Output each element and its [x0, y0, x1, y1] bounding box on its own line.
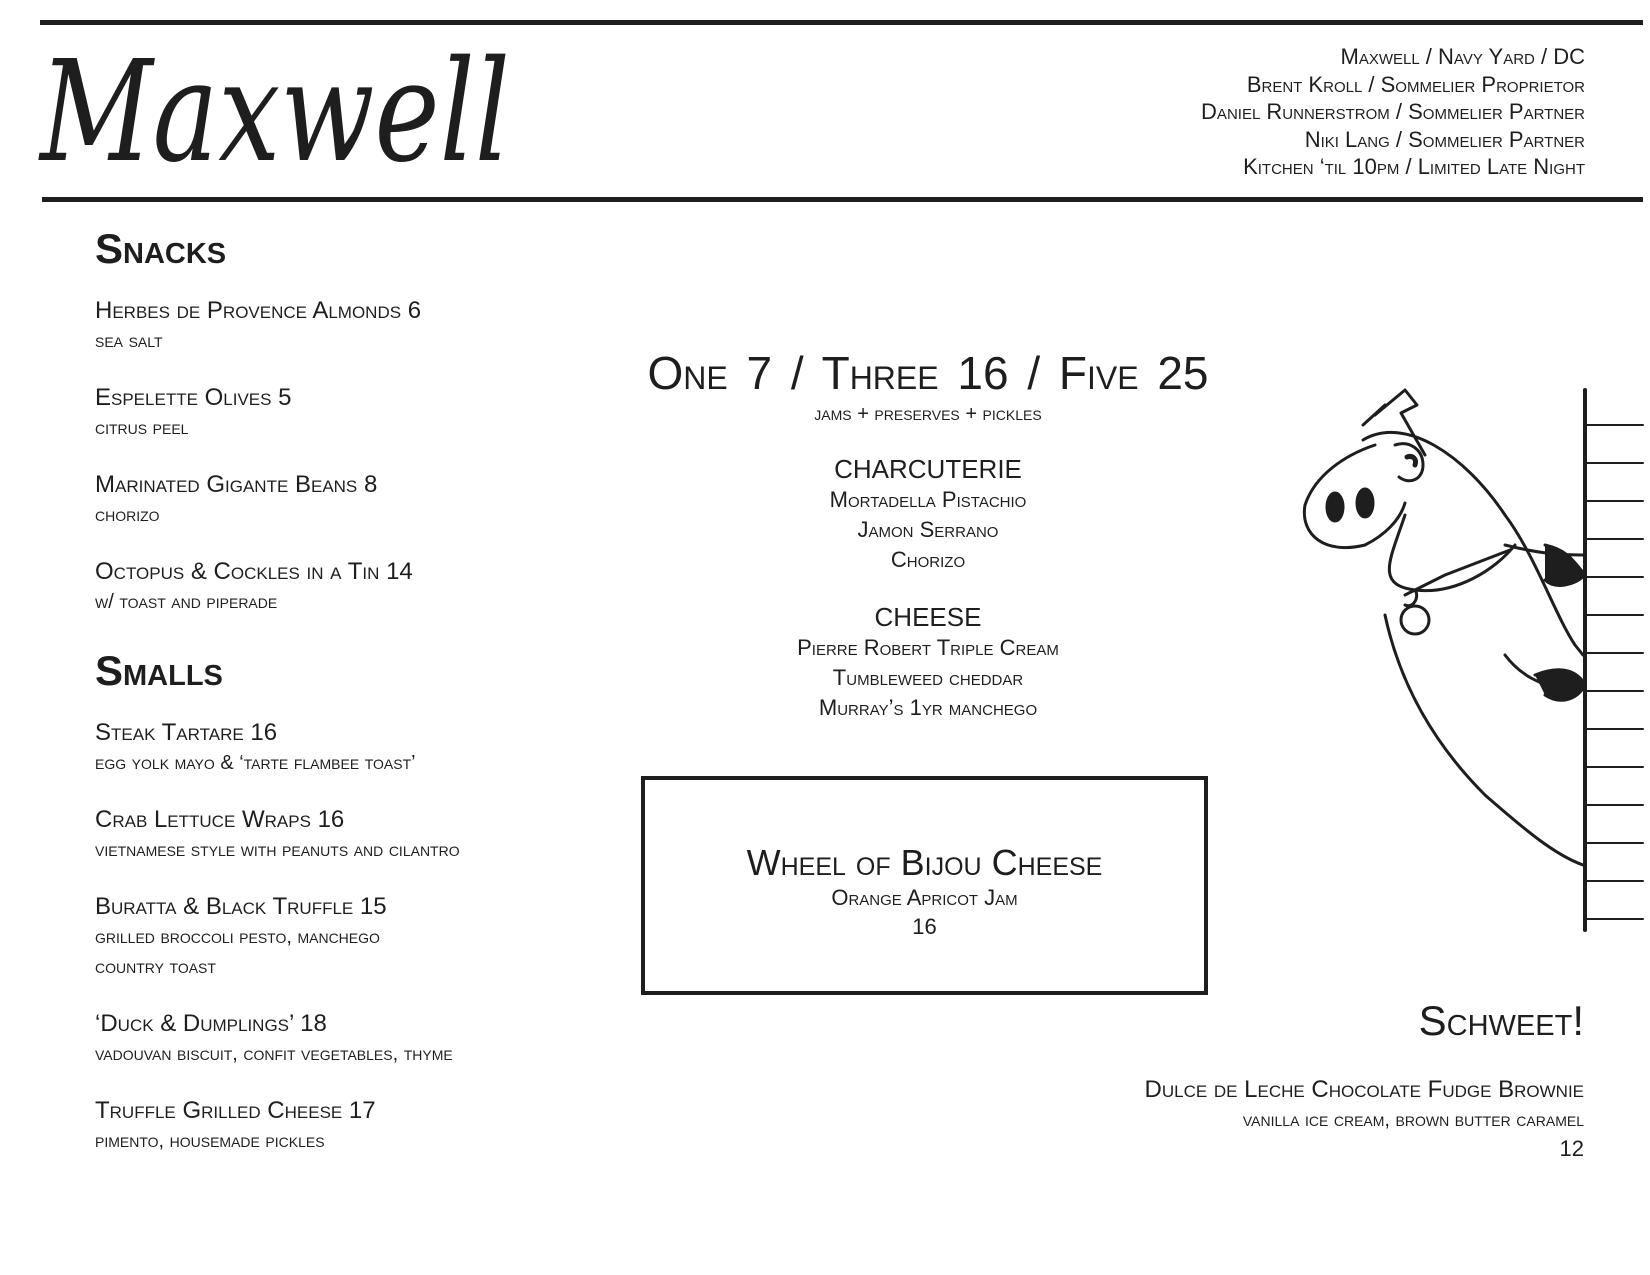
feature-title: Wheel of Bijou Cheese — [746, 842, 1103, 883]
charcuterie-item: Mortadella Pistachio — [829, 487, 1027, 512]
info-partner-2: Niki Lang / Sommelier Partner — [1304, 126, 1585, 152]
item-name: Marinated Gigante Beans 8 — [95, 471, 378, 498]
cheese-item: Pierre Robert Triple Cream — [797, 635, 1059, 660]
smalls-list — [95, 718, 595, 1156]
header-rule-top — [40, 20, 1643, 25]
header-rule-bottom — [42, 197, 1643, 202]
dessert-price: 12 — [1559, 1136, 1584, 1161]
dessert-section — [1145, 995, 1584, 1163]
dessert-title: Schweet! — [1418, 997, 1584, 1044]
info-hours: Kitchen ‘til 10pm / Limited Late Night — [1243, 154, 1585, 179]
item-desc: vietnamese style with peanuts and cilantro — [95, 839, 460, 861]
charcuterie-heading: CHARCUTERIE — [834, 454, 1022, 484]
menu-item — [95, 296, 595, 356]
menu-item — [95, 470, 595, 530]
item-name: Truffle Grilled Cheese 17 — [95, 1097, 376, 1124]
item-desc: citrus peel — [95, 417, 189, 439]
dessert-item — [1145, 1075, 1584, 1163]
info-location: Maxwell / Navy Yard / DC — [1340, 44, 1585, 69]
info-partner-1: Daniel Runnerstrom / Sommelier Partner — [1201, 99, 1585, 124]
board-section — [618, 345, 1238, 723]
pig-illustration-icon — [1305, 385, 1645, 930]
info-proprietor: Brent Kroll / Sommelier Proprietor — [1246, 71, 1585, 97]
menu-item — [95, 1096, 595, 1156]
item-name: Herbes de Provence Almonds 6 — [95, 297, 422, 324]
dessert-desc: vanilla ice cream, brown butter caramel — [1242, 1109, 1584, 1131]
menu-item — [95, 892, 595, 982]
logo-text: Maxwell — [37, 31, 510, 194]
item-desc: egg yolk mayo & ‘tarte flambee toast’ — [95, 752, 416, 774]
restaurant-info — [1201, 43, 1585, 181]
item-desc: sea salt — [95, 330, 163, 352]
smalls-title: Smalls — [95, 647, 223, 694]
left-column — [95, 222, 595, 1183]
feature-box — [641, 776, 1208, 995]
item-desc: w/ toast and piperade — [95, 591, 278, 613]
item-desc-2: country toast — [95, 956, 216, 978]
charcuterie-item: Chorizo — [890, 547, 966, 572]
item-name: Octopus & Cockles in a Tin 14 — [95, 558, 413, 585]
charcuterie-item: Jamon Serrano — [857, 517, 999, 542]
item-desc: grilled broccoli pesto, manchego — [95, 926, 380, 948]
board-title: One 7 / Three 16 / Five 25 — [647, 347, 1209, 399]
board-subtitle: jams + preserves + pickles — [814, 403, 1042, 425]
snacks-list — [95, 296, 595, 617]
feature-subtitle: Orange Apricot Jam — [831, 885, 1018, 910]
feature-price: 16 — [912, 914, 937, 939]
item-desc: chorizo — [95, 504, 160, 526]
menu-item — [95, 718, 595, 778]
menu-item — [95, 1009, 595, 1069]
item-name: Espelette Olives 5 — [95, 384, 292, 411]
item-desc: pimento, housemade pickles — [95, 1130, 325, 1152]
item-name: Buratta & Black Truffle 15 — [95, 893, 387, 920]
cheese-item: Murray’s 1yr manchego — [818, 695, 1038, 720]
item-name: Crab Lettuce Wraps 16 — [95, 806, 345, 833]
dessert-name: Dulce de Leche Chocolate Fudge Brownie — [1144, 1076, 1584, 1103]
menu-item — [95, 383, 595, 443]
menu-item — [95, 805, 595, 865]
cheese-item: Tumbleweed cheddar — [832, 665, 1024, 690]
cheese-heading: CHEESE — [874, 602, 982, 632]
item-name: ‘Duck & Dumplings’ 18 — [95, 1010, 327, 1037]
maxwell-logo — [37, 30, 518, 194]
item-name: Steak Tartare 16 — [95, 719, 278, 746]
item-desc: vadouvan biscuit, confit vegetables, thyme — [95, 1043, 453, 1065]
snacks-title: Snacks — [95, 225, 227, 272]
menu-item — [95, 557, 595, 617]
